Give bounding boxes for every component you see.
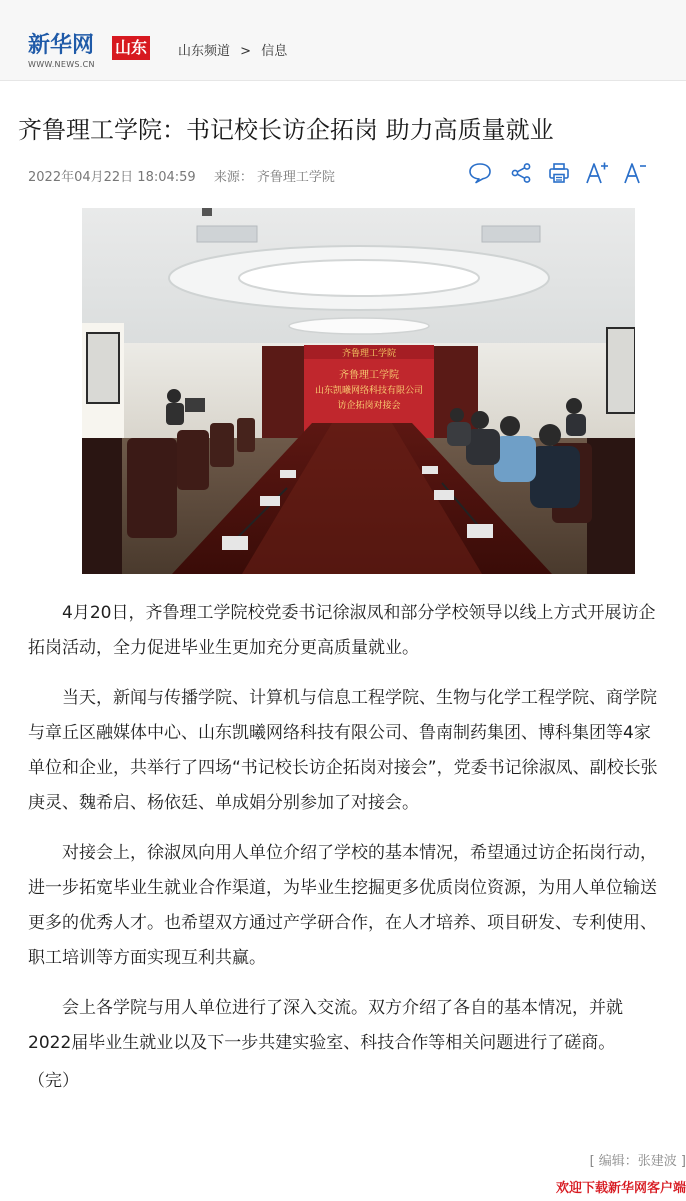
breadcrumb-separator: > xyxy=(240,44,252,59)
paragraph: 会上各学院与用人单位进行了深入交流。双方介绍了各自的基本情况，并就2022届毕业生就业以及下一步共建实验室、科技合作等相关问题进行了磋商。 xyxy=(28,998,623,1053)
font-increase-icon[interactable] xyxy=(583,158,611,188)
breadcrumb-shandong[interactable]: 山东频道 xyxy=(178,44,231,59)
article-body xyxy=(28,596,660,1099)
paragraph: 对接会上，徐淑凤向用人单位介绍了学校的基本情况，希望通过访企拓岗行动，进一步拓宽毕业生就业合作渠道，为毕业生挖掘更多优质岗位资源，为用人单位输送更多的优秀人才。也希望双方通过产学研合作，在人才培养、项目研发、专利使用、职工培训等方面实现互利共赢。 xyxy=(28,843,657,968)
banner-line-2: 山东凯曦网络科技有限公司 xyxy=(314,386,424,396)
logo-subtext: WWW.NEWS.CN xyxy=(28,60,95,69)
download-app-link[interactable]: 欢迎下载新华网客户端 xyxy=(555,1181,686,1196)
article-photo xyxy=(82,208,635,574)
site-header xyxy=(0,0,686,81)
source-name: 齐鲁理工学院 xyxy=(256,170,335,185)
banner-line-1: 齐鲁理工学院 xyxy=(339,370,399,381)
paragraph: 4月20日，齐鲁理工学院校党委书记徐淑凤和部分学校领导以线上方式开展访企拓岗活动，全力促进毕业生更加充分更高质量就业。 xyxy=(28,603,656,658)
banner-line-3: 访企拓岗对接会 xyxy=(337,401,401,411)
print-icon[interactable] xyxy=(545,158,573,188)
comment-icon[interactable] xyxy=(466,158,494,188)
font-decrease-icon[interactable] xyxy=(621,158,649,188)
source-label: 来源： xyxy=(213,170,253,185)
article-meta xyxy=(28,166,363,185)
breadcrumb-info[interactable]: 信息 xyxy=(261,44,288,59)
article-title: 齐鲁理工学院：书记校长访企拓岗 助力高质量就业 xyxy=(18,116,554,144)
article-toolbar xyxy=(466,158,656,188)
end-mark: （完） xyxy=(28,1071,79,1091)
source-line xyxy=(214,170,349,185)
publish-datetime: 2022年04月22日 18:04:59 xyxy=(28,170,196,185)
share-icon[interactable] xyxy=(507,158,535,188)
editor-credit: [ 编辑：张建波 ] xyxy=(589,1154,686,1169)
paragraph: 当天，新闻与传播学院、计算机与信息工程学院、生物与化学工程学院、商学院与章丘区融媒体中心、山东凯曦网络科技有限公司、鲁南制药集团、博科集团等4家单位和企业，共举行了四场“书记校长访企拓岗对接会”，党委书记徐淑凤、副校长张庚灵、魏希启、杨依廷、单成娟分别参加了对接会。 xyxy=(28,688,658,813)
banner-header: 齐鲁理工学院 xyxy=(341,349,397,359)
logo-text: 新华网 xyxy=(28,33,95,58)
breadcrumb xyxy=(178,40,293,59)
logo-region-badge: 山东 xyxy=(112,36,150,60)
